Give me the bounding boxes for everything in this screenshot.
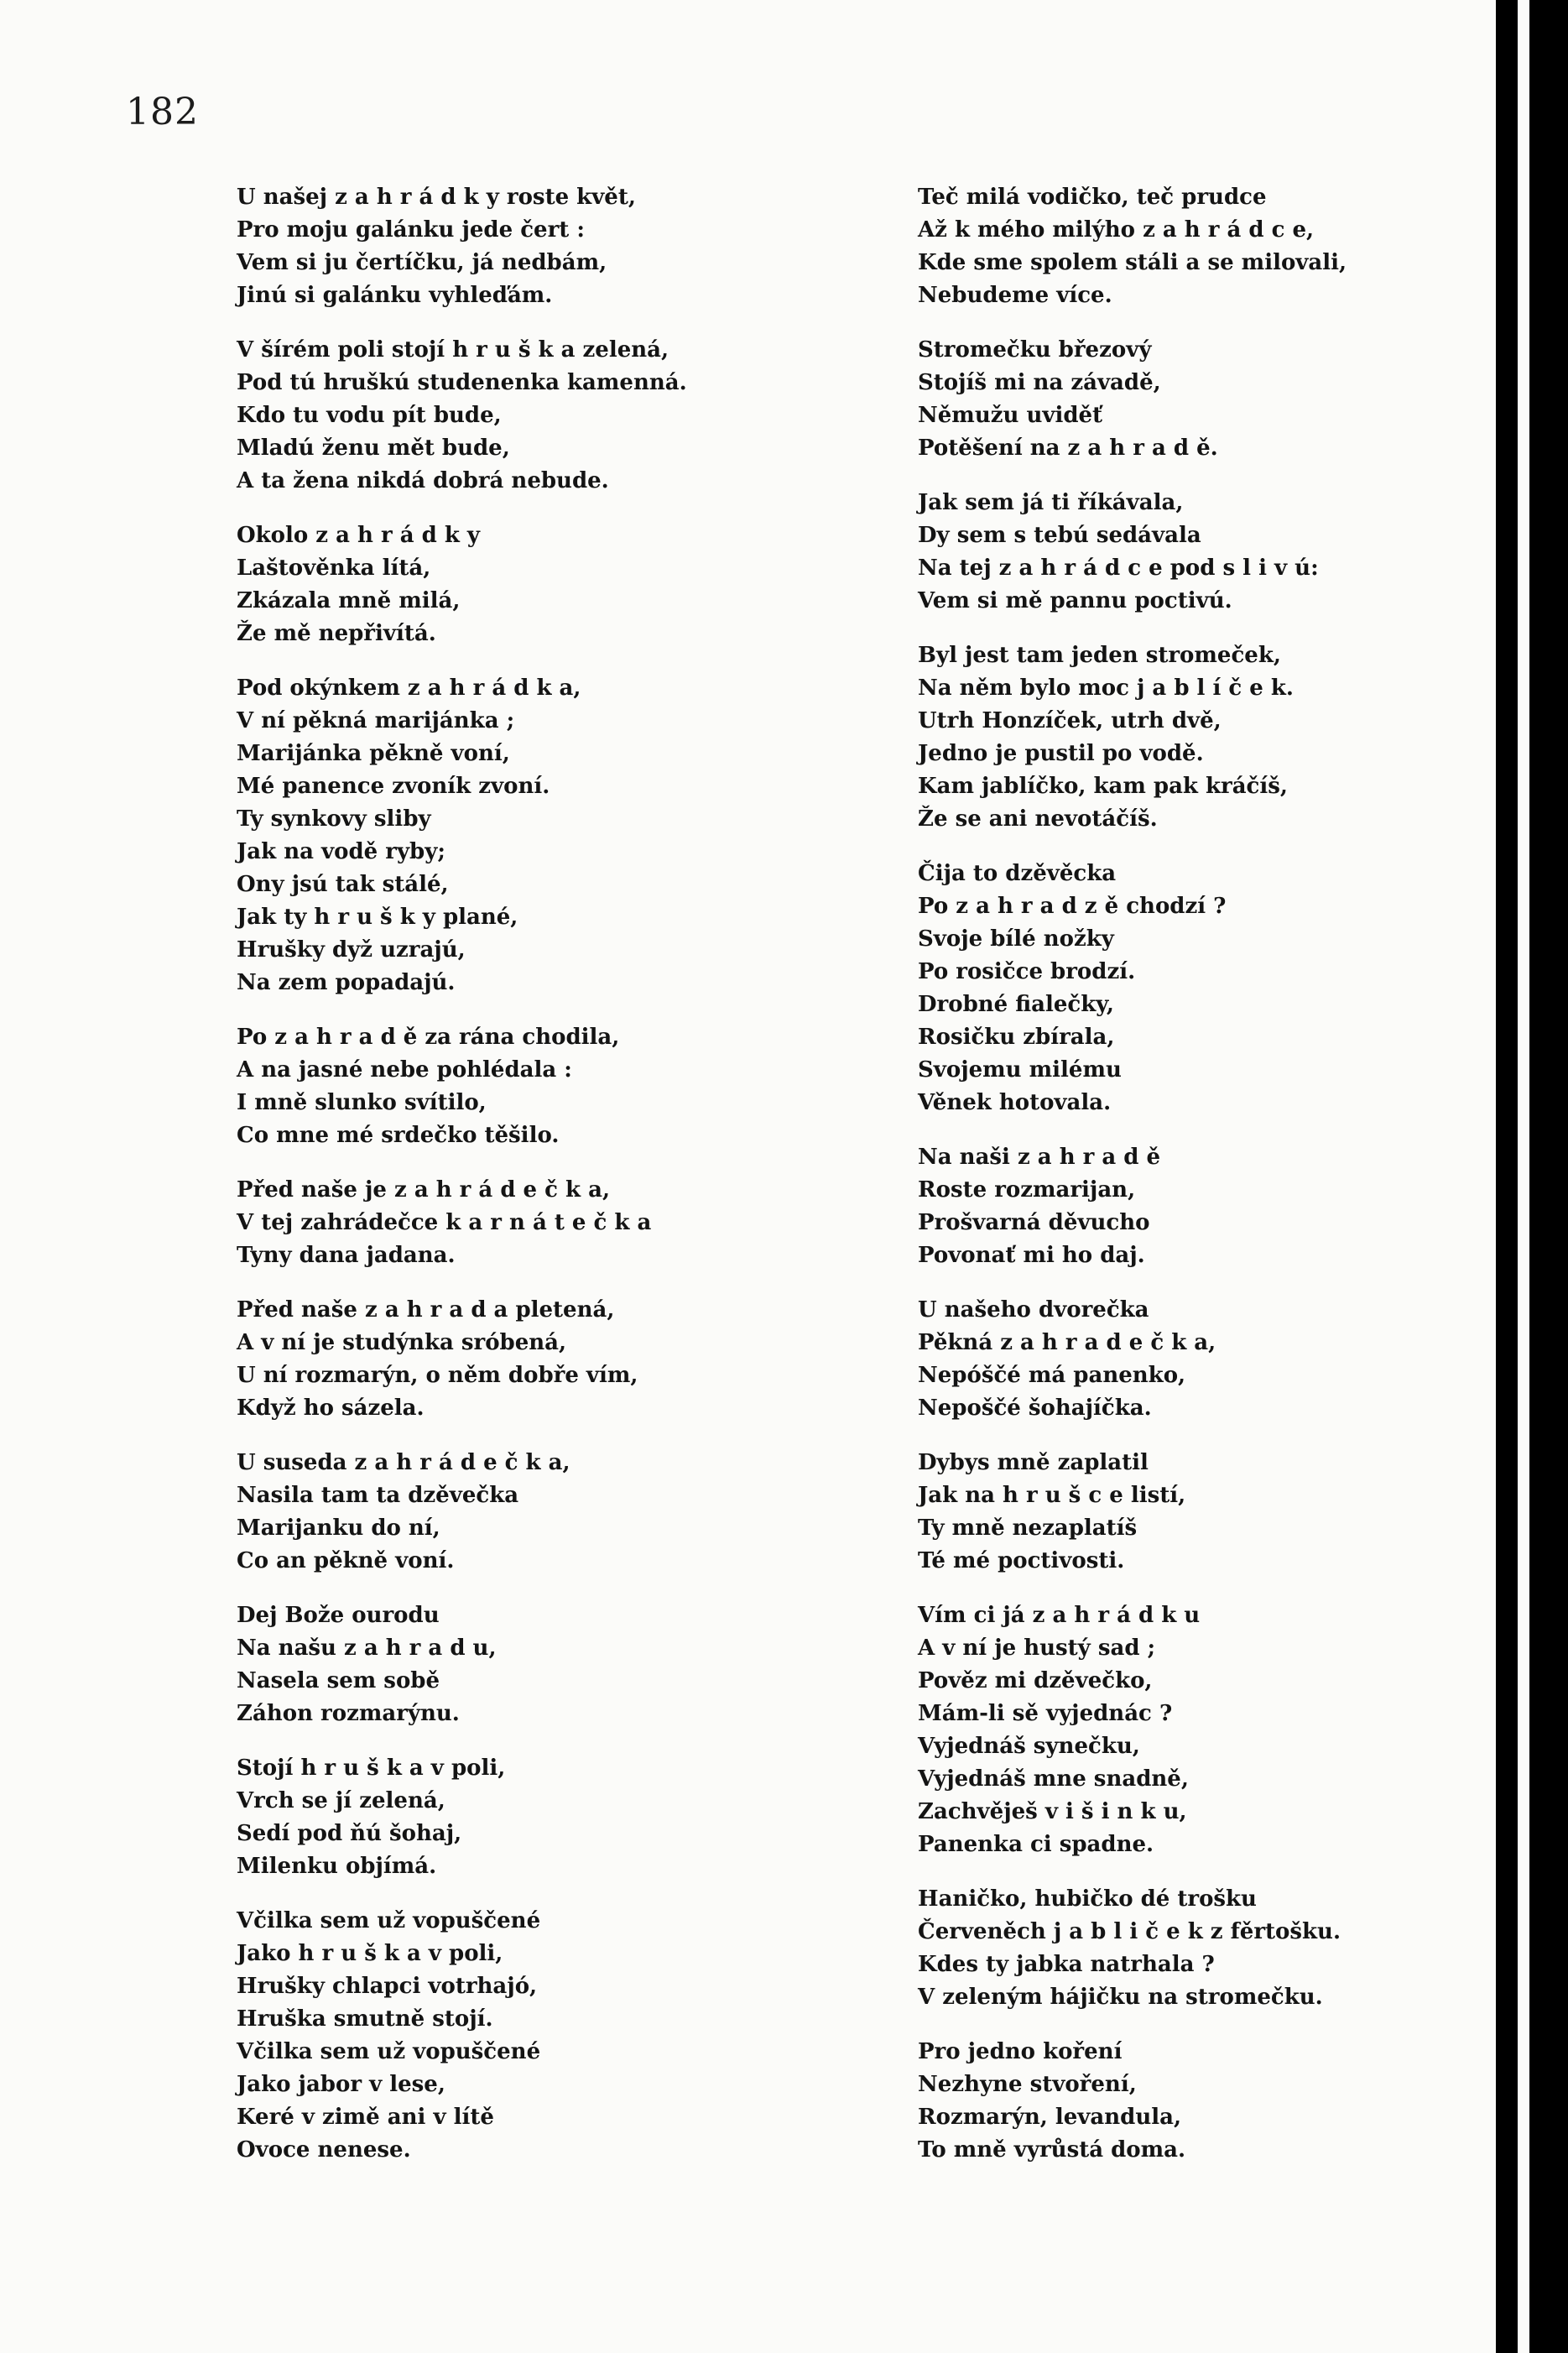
stanza [918, 1447, 1555, 1578]
stanza [918, 858, 1555, 1119]
verse-line: Roste rozmarijan, [918, 1177, 1136, 1203]
verse-line: Na naši z a h r a d ě [918, 1145, 1161, 1170]
verse-line: Jako jabor v lese, [237, 2072, 445, 2097]
page-number: 182 [126, 91, 199, 133]
verse-line: Jak na vodě ryby; [237, 839, 445, 864]
verse-line: Teč milá vodičko, teč prudce [918, 185, 1267, 210]
verse-line: V ní pěkná marijánka ; [237, 708, 515, 733]
verse-line: Laštověnka lítá, [237, 556, 431, 581]
verse-line: V tej zahrádečce k a r n á t e č k a [237, 1210, 652, 1235]
stanza [918, 1883, 1555, 2014]
stanza [237, 1905, 874, 2167]
verse-line: V zeleným hájičku na stromečku. [918, 1985, 1323, 2010]
verse-line: Pod tú hruškú studenenka kamenná. [237, 370, 687, 395]
verse-line: Stojí h r u š k a v poli, [237, 1756, 506, 1781]
verse-line: Pro jedno koření [918, 2039, 1123, 2064]
verse-line: Svojemu milému [918, 1057, 1122, 1083]
stanza [237, 672, 874, 999]
stanza [918, 1294, 1555, 1425]
verse-line: Potěšení na z a h r a d ě. [918, 436, 1218, 461]
verse-line: A v ní je hustý sad ; [918, 1636, 1156, 1661]
verse-line: Před naše je z a h r á d e č k a, [237, 1177, 610, 1203]
verse-line: Záhon rozmarýnu. [237, 1701, 460, 1726]
verse-line: Na něm bylo moc j a b l í č e k. [918, 676, 1294, 701]
stanza [237, 519, 874, 650]
verse-line: Stromečku březový [918, 337, 1152, 363]
verse-line: Mé panence zvoník zvoní. [237, 774, 550, 799]
verse-line: Hruška smutně stojí. [237, 2006, 493, 2032]
verse-line: Co an pěkně voní. [237, 1548, 455, 1573]
verse-line: Tyny dana jadana. [237, 1243, 456, 1268]
verse-line: Kdes ty jabka natrhala ? [918, 1952, 1215, 1977]
verse-line: Kdo tu vodu pít bude, [237, 403, 502, 428]
verse-line: Jak ty h r u š k y plané, [237, 905, 518, 930]
verse-line: Zkázala mně milá, [237, 588, 461, 613]
stanza [918, 487, 1555, 618]
stanza [237, 1447, 874, 1578]
stanza [237, 181, 874, 312]
verse-line: Jako h r u š k a v poli, [237, 1941, 503, 1966]
verse-line: Kde sme spolem stáli a se milovali, [918, 250, 1347, 275]
page-edge-strip [1518, 0, 1529, 2353]
verse-line: Na zem popadajú. [237, 970, 456, 995]
verse-line: Věnek hotovala. [918, 1090, 1112, 1115]
verse-line: Zachvěješ v i š i n k u, [918, 1799, 1187, 1824]
verse-line: Až k mého milýho z a h r á d c e, [918, 217, 1315, 243]
verse-line: Nezhyne stvoření, [918, 2072, 1137, 2097]
verse-line: Po z a h r a d ě za ránа chodila, [237, 1025, 620, 1050]
verse-line: Sedí pod ňú šohaj, [237, 1821, 462, 1846]
verse-line: Ty synkovy sliby [237, 806, 431, 832]
verse-line: Povonať mi ho daj. [918, 1243, 1145, 1268]
stanza [918, 639, 1555, 836]
right-column [918, 181, 1555, 2189]
verse-line: Panenka ci spadne. [918, 1832, 1154, 1857]
left-column [237, 181, 874, 2189]
verse-line: Vem si ju čertíčku, já nedbám, [237, 250, 607, 275]
verse-line: Ovoce nenese. [237, 2137, 411, 2163]
verse-line: Nepoščé šohajíčka. [918, 1396, 1152, 1421]
stanza [918, 181, 1555, 312]
verse-line: V šírém poli stojí h r u š k a zelená, [237, 337, 669, 363]
verse-line: Té mé poctivosti. [918, 1548, 1125, 1573]
verse-line: Vrch se jí zelená, [237, 1788, 445, 1813]
verse-line: To mně vyrůstá doma. [918, 2137, 1186, 2163]
verse-line: Němužu uviděť [918, 403, 1103, 428]
verse-line: Co mne mé srdečko těšilo. [237, 1123, 560, 1148]
verse-line: Dybys mně zaplatil [918, 1450, 1149, 1475]
verse-line: U našeho dvorečka [918, 1297, 1149, 1323]
stanza [237, 1752, 874, 1883]
verse-line: Když ho sázela. [237, 1396, 425, 1421]
verse-line: Nasila tam ta dzěvečka [237, 1483, 519, 1508]
verse-line: Ony jsú tak stálé, [237, 872, 449, 897]
verse-line: Hrušky chlapci votrhajó, [237, 1974, 538, 1999]
verse-line: Jak na h r u š c e listí, [918, 1483, 1186, 1508]
stanza [237, 1294, 874, 1425]
verse-line: Rosičku zbírala, [918, 1025, 1115, 1050]
verse-line: Jedno je pustil po vodě. [918, 741, 1204, 766]
verse-line: U ní rozmarýn, o něm dobře vím, [237, 1363, 638, 1388]
verse-line: Že se ani nevotáčíš. [918, 806, 1158, 832]
verse-line: Vyjednáš mne snadně, [918, 1766, 1189, 1792]
stanza [237, 1599, 874, 1730]
verse-line: Vyjednáš synečku, [918, 1734, 1140, 1759]
verse-line: Prošvarná děvucho [918, 1210, 1150, 1235]
verse-line: Okolo z a h r á d k y [237, 523, 480, 548]
stanza [237, 1021, 874, 1152]
verse-line: Pověz mi dzěvečko, [918, 1668, 1153, 1693]
verse-line: Pod okýnkem z a h r á d k a, [237, 676, 581, 701]
verse-line: Že mě nepřivítá. [237, 621, 436, 646]
verse-line: Marijanku do ní, [237, 1516, 440, 1541]
verse-line: Včilka sem už vopuščené [237, 2039, 541, 2064]
verse-line: Dej Bože ourodu [237, 1603, 440, 1628]
verse-line: Rozmarýn, levandula, [918, 2105, 1182, 2130]
verse-line: Stojíš mi na závadě, [918, 370, 1161, 395]
verse-line: A v ní je studýnka sróbená, [237, 1330, 567, 1355]
verse-line: Pro moju galánku jede čert : [237, 217, 585, 243]
verse-line: Vem si mě pannu poctivú. [918, 588, 1232, 613]
verse-line: Nepóščé má panenko, [918, 1363, 1186, 1388]
verse-line: Utrh Honzíček, utrh dvě, [918, 708, 1222, 733]
verse-line: Mám-li sě vyjednác ? [918, 1701, 1173, 1726]
verse-line: Po z a h r a d z ě chodzí ? [918, 894, 1227, 919]
verse-line: Červeněch j a b l i č e k z fěrtošku. [918, 1919, 1341, 1944]
verse-line: I mně slunko svítilo, [237, 1090, 487, 1115]
verse-line: U našej z a h r á d k y roste květ, [237, 185, 636, 210]
stanza [918, 334, 1555, 465]
verse-line: Jak sem já ti říkávala, [918, 490, 1184, 515]
verse-line: Pěkná z a h r a d e č k a, [918, 1330, 1216, 1355]
verse-line: Kam jablíčko, kam pak kráčíš, [918, 774, 1288, 799]
stanza [237, 334, 874, 498]
verse-line: Drobné fialečky, [918, 992, 1114, 1017]
verse-line: Jinú si galánku vyhleďám. [237, 283, 553, 308]
verse-line: Na našu z a h r a d u, [237, 1636, 497, 1661]
verse-line: U suseda z a h r á d e č k a, [237, 1450, 570, 1475]
stanza [237, 1174, 874, 1272]
verse-line: Keré v zimě ani v lítě [237, 2105, 494, 2130]
verse-line: Mladú ženu mět bude, [237, 436, 510, 461]
verse-line: Nebudeme více. [918, 283, 1112, 308]
verse-line: Včilka sem už vopuščené [237, 1908, 541, 1933]
stanza [918, 1599, 1555, 1861]
verse-line: A ta žena nikdá dobrá nebude. [237, 468, 609, 493]
verse-line: Svoje bílé nožky [918, 926, 1114, 952]
verse-line: Dy sem s tebú sedávala [918, 523, 1201, 548]
verse-line: Ty mně nezaplatíš [918, 1516, 1138, 1541]
verse-line: Hrušky dyž uzrajú, [237, 937, 466, 963]
verse-line: Haničko, hubičko dé trošku [918, 1886, 1257, 1912]
stanza [918, 2036, 1555, 2167]
verse-line: Čija to dzěvěcka [918, 861, 1117, 886]
verse-line: Byl jest tam jeden stromeček, [918, 643, 1281, 668]
verse-line: Po rosičce brodzí. [918, 959, 1136, 984]
verse-line: Před naše z a h r a d a pletená, [237, 1297, 615, 1323]
verse-line: Nasela sem sobě [237, 1668, 440, 1693]
verse-line: Marijánka pěkně voní, [237, 741, 510, 766]
verse-line: A na jasné nebe pohlédala : [237, 1057, 572, 1083]
verse-line: Milenku objímá. [237, 1854, 437, 1879]
verse-line: Vím ci já z a h r á d k u [918, 1603, 1201, 1628]
stanza [918, 1141, 1555, 1272]
verse-line: Na tej z a h r á d c e pod s l i v ú: [918, 556, 1319, 581]
